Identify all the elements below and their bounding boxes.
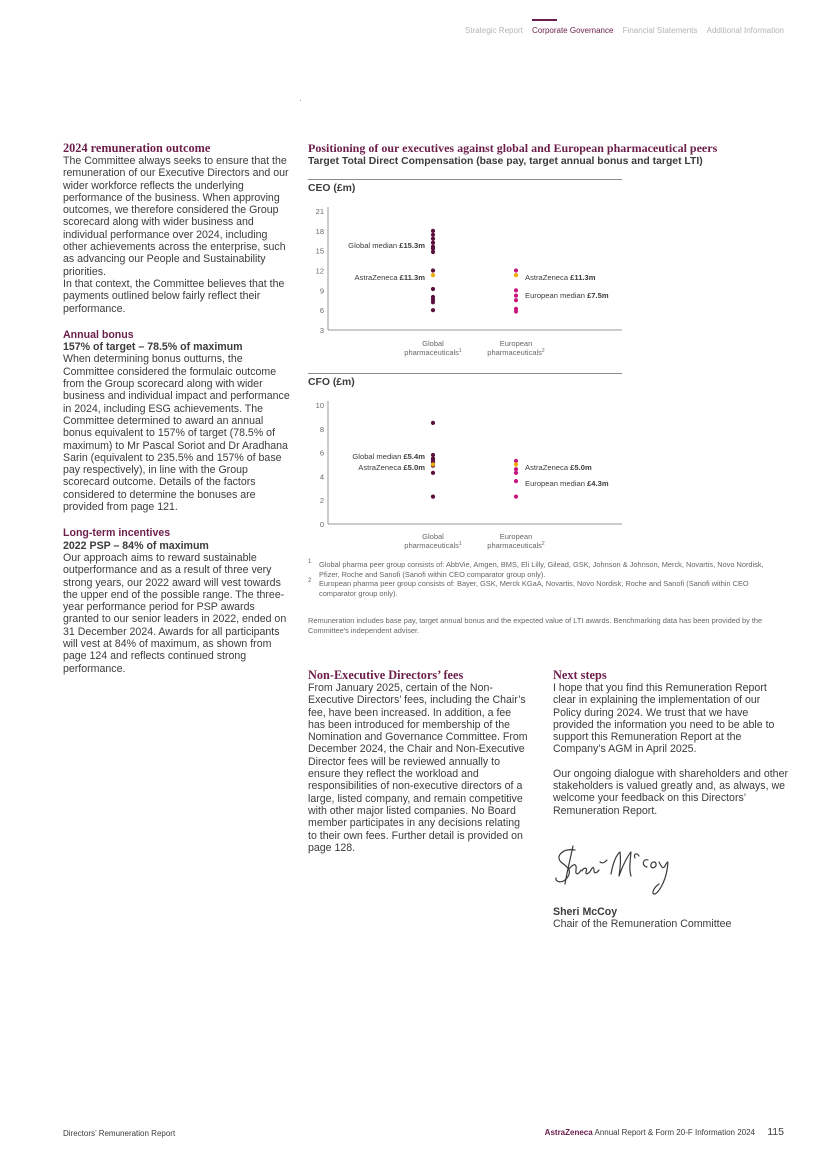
next-steps-section [553,668,789,817]
cfo-point-global-peers-7 [431,495,435,499]
lti-paragraph: Our approach aims to reward sustainable outperformance and as a result of three very strong years, our 2022 award will vest towards the upper end of the possible range. The three-year performance period for PSP awards granted to our senior leaders in 2022, ended on 31 December 2024. Awards for all participants will vest at 84% of maximum, as shown from page 124 and reflects continued strong performance. [63,551,287,675]
nav-additional-information[interactable]: Additional Information [706,26,784,35]
ned-heading: Non-Executive Directors’ fees [308,668,464,682]
footnote-2-marker: 2 [308,578,312,584]
ceo-annotation-1-label: AstraZeneca [354,273,400,282]
ceo-y-tick-15: 15 [315,246,324,256]
cfo-annotation-1-value: £5.0m [403,463,425,472]
ceo-point-global-peers-6 [431,250,435,254]
cfo-category-label-1-line2: pharmaceuticals$^2$ [487,541,545,550]
ceo-category-sup-1: 2 [541,348,545,354]
ned-fees-section [308,668,530,854]
footer-section-name: Directors’ Remuneration Report [63,1129,176,1138]
cfo-annotation-0-value: £5.4m [403,452,425,461]
nav-financial-statements[interactable]: Financial Statements [622,26,698,35]
ceo-annotation-0 [348,241,425,250]
ceo-point-global-peers-3 [431,241,435,245]
cfo-point-global-peers-6 [431,471,435,475]
section-nav [458,26,784,35]
nav-corporate-governance[interactable]: Corporate Governance [532,26,614,35]
ceo-point-astrazeneca-european-0 [514,273,518,277]
cfo-annotation-2 [525,463,592,472]
ceo-chart [308,200,622,365]
cfo-point-european-peers-0 [514,459,518,463]
footer-publication [545,1126,784,1138]
ceo-annotation-0-value: £15.3m [399,241,425,250]
footnote-1-marker: 1 [308,559,312,565]
ceo-chart-title: CEO (£m) [308,183,356,194]
outcome-paragraph-1: The Committee always seeks to ensure that the remuneration of our Executive Directors and our wider workforce reflects the underlying performance of the business. When approving outcomes, we therefore considered the Group scorecard along with wider business and individual performance over 2024, including other achievements across the enterprise, such as advancing our People and Sustainability priorities. [63,155,289,278]
ceo-annotation-2 [525,273,596,282]
cfo-category-label-0-line1: Global [422,532,444,541]
cfo-annotation-3-label: European median [525,479,588,488]
page-number: 115 [767,1126,784,1138]
cfo-point-european-peers-3 [514,479,518,483]
ceo-y-tick-21: 21 [315,207,324,216]
ceo-point-european-peers-1 [514,288,518,292]
ceo-annotation-3 [525,291,609,300]
ceo-category-label-0-line2: pharmaceuticals$^1$ [404,348,462,357]
ceo-annotation-0-label: Global median [348,241,400,250]
figure-title: Positioning of our executives against global and European pharmaceutical peers [308,141,718,155]
ceo-point-global-peers-12 [431,308,435,312]
signature-image [553,840,688,898]
cfo-category-label-0-line2: pharmaceuticals$^1$ [404,541,462,550]
ceo-point-european-peers-3 [514,298,518,302]
ceo-y-tick-9: 9 [319,286,324,296]
cfo-annotation-0 [352,452,425,461]
left-column [63,141,293,675]
bonus-paragraph: When determining bonus outturns, the Committee considered the formulaic outcome from the Group scorecard along with wider business and individual impact and performance in 2024, including ESG achievements. The Committee determined to award an annual bonus equivalent to 157% of target (78.5% of maximum) to Mr Pascal Soriot and Dr Aradhana Sarin (equivalent to 235.5% and 157% of base pay respectively), in line with the Group scorecard outcome. Details of the factors considered to determine the bonuses are provided from page 121. [63,353,290,514]
ned-paragraph: From January 2025, certain of the Non-Executive Directors’ fees, including the Chair’s fee, have been increased. In addition, a fee has been introduced for membership of the Nomination and Governance Committee. From December 2024, the Chair and Non-Executive Director fees will be reviewed annually to ensure they reflect the workload and responsibilities of non-executive directors of a large, listed company, and remain competitive with other major listed companies. No Board member participates in any decisions relating to their own fees. Further detail is provided on page 128. [308,682,528,854]
outcome-paragraph-2: In that context, the Committee believes that the payments outlined below fairly reflect their performance. [63,277,285,315]
cfo-category-label-1-line1: European [499,532,533,541]
cfo-category-sup-1: 2 [541,541,545,547]
cfo-y-tick-6: 6 [319,448,324,458]
cfo-chart [308,396,622,558]
ceo-category-sup-0: 1 [458,348,462,354]
footer-report-title: Annual Report & Form 20-F Information 2024 [594,1128,756,1137]
cfo-annotation-3 [525,479,609,488]
ceo-y-tick-6: 6 [319,306,324,316]
cfo-point-astrazeneca-european-0 [514,462,518,466]
cfo-annotation-2-value: £5.0m [570,463,592,472]
cfo-annotation-1 [358,463,425,472]
signoff-role: Chair of the Remuneration Committee [553,918,732,931]
ceo-point-global-peers-0 [431,229,435,233]
ceo-y-tick-18: 18 [315,226,324,236]
cfo-point-european-peers-1 [514,467,518,471]
cfo-point-astrazeneca-global-0 [431,462,435,466]
bonus-heading: Annual bonus [63,328,134,341]
ceo-point-global-peers-2 [431,237,435,241]
footnote-2-text: European pharma peer group consists of: Bayer, GSK, Merck KGaA, Novartis, Novo Nordisk, Roche and Sanofi (Sanofi within CEO comparator group only). [319,579,749,598]
ceo-point-european-peers-2 [514,294,518,298]
cfo-y-tick-10: 10 [315,401,324,410]
ceo-annotation-2-value: £11.3m [570,273,596,282]
cfo-y-tick-4: 4 [319,472,324,482]
remuneration-note: Remuneration includes base pay, target annual bonus and the expected value of LTI awards. Benchmarking data has been provided by the Committee's independent adviser. [308,616,763,635]
lti-subheading: 2022 PSP – 84% of maximum [63,539,209,552]
footnote-1-text: Global pharma peer group consists of: AbbVie, Amgen, BMS, Eli Lilly, Gilead, GSK, Johnson & Johnson, Merck, Novartis, Novo Nordisk, Pfizer, Roche and Sanofi (Sanofi within CEO comparator group only). [319,560,764,579]
cfo-category-sup-0: 1 [458,541,462,547]
ceo-category-label-1-line2: pharmaceuticals$^2$ [487,348,545,357]
footnote-1 [308,560,778,579]
ceo-category-label-1-line1: European [499,339,533,348]
cfo-point-european-peers-2 [514,471,518,475]
next-steps-heading: Next steps [553,668,607,682]
ceo-point-global-peers-11 [431,300,435,304]
ceo-y-tick-3: 3 [319,326,324,335]
ceo-rule [308,179,622,180]
ceo-annotation-3-value: £7.5m [587,291,609,300]
cfo-point-global-peers-0 [431,421,435,425]
cfo-y-tick-2: 2 [319,496,324,506]
next-steps-paragraph-1: I hope that you find this Remuneration Report clear in explaining the implementation of our Policy during 2024. We trust that we have provided the information you need to be able to support this Remuneration Report at the Company’s AGM in April 2025. [553,682,775,756]
ceo-point-global-peers-7 [431,268,435,272]
cfo-chart-title: CFO (£m) [308,377,355,388]
ceo-annotation-1-value: £11.3m [399,273,425,282]
ceo-point-global-peers-1 [431,233,435,237]
cfo-y-tick-0: 0 [319,520,324,529]
ceo-annotation-3-label: European median [525,291,588,300]
cfo-point-european-peers-4 [514,495,518,499]
cfo-y-tick-8: 8 [319,424,324,434]
signoff-name: Sheri McCoy [553,906,618,918]
cfo-annotation-2-label: AstraZeneca [525,463,571,472]
ceo-point-astrazeneca-global-0 [431,273,435,277]
footnote-2 [308,579,778,598]
ceo-point-european-peers-5 [514,309,518,313]
stray-dot [300,100,301,101]
ceo-y-tick-12: 12 [315,266,324,276]
cfo-annotation-0-label: Global median [352,452,404,461]
ceo-category-label-0-line1: Global [422,339,444,348]
next-steps-paragraph-2: Our ongoing dialogue with shareholders and other stakeholders is valued greatly and, as always, we welcome your feedback on this Directors’ Remuneration Report. [553,767,788,817]
bonus-subheading: 157% of target – 78.5% of maximum [63,341,243,354]
outcome-heading: 2024 remuneration outcome [63,141,211,155]
footnotes [308,560,778,598]
signoff [553,906,731,931]
cfo-annotation-3-value: £4.3m [587,479,609,488]
cfo-rule [308,373,622,374]
ceo-point-european-peers-0 [514,268,518,272]
lti-heading: Long-term incentives [63,527,171,540]
ceo-annotation-2-label: AstraZeneca [525,273,571,282]
ceo-point-global-peers-8 [431,287,435,291]
figure-subtitle: Target Total Direct Compensation (base pay, target annual bonus and target LTI) [308,156,703,167]
footer-brand: AstraZeneca [544,1128,593,1137]
cfo-annotation-1-label: AstraZeneca [358,463,404,472]
nav-strategic-report[interactable]: Strategic Report [465,26,523,35]
ceo-annotation-1 [354,273,425,282]
